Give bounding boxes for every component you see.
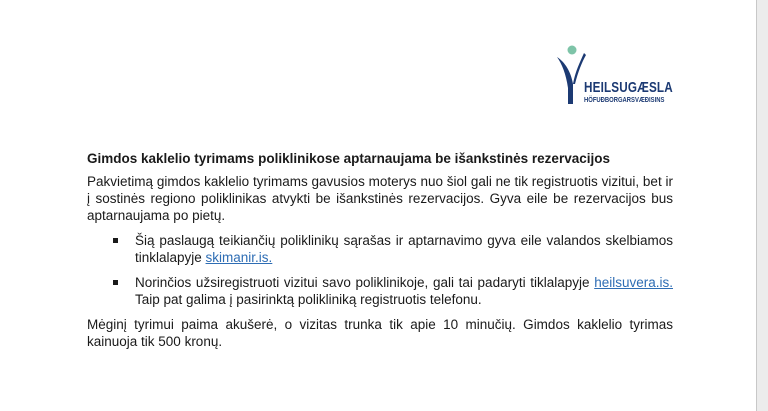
bullet-icon: [113, 280, 118, 285]
intro-paragraph: Pakvietimą gimdos kaklelio tyrimams gavusios moterys nuo šiol gali ne tik registruotis vizitui, bet ir į sostinės regiono poliklinikas atvykti be išankstinės rezervacijos. Gyva eile be rezervacijos bus aptarnaujama po pietų.: [87, 174, 673, 223]
bullet-text: Šią paslaugą teikiančių poliklinikų sąrašas ir aptarnavimo gyva eile valandos skelbiamos tinklalapyje: [135, 233, 673, 265]
logo-name: HEILSUGÆSLA: [584, 79, 673, 96]
list-item: [87, 232, 673, 266]
bullet-text-after: Taip pat galima į pasirinktą polikliniką registruotis telefonu.: [135, 292, 482, 307]
article-heading: Gimdos kaklelio tyrimams poliklinikose aptarnaujama be išankstinės rezervacijos: [87, 151, 610, 166]
heilsuvera-link[interactable]: heilsuvera.is.: [594, 275, 673, 290]
bullet-list: [87, 232, 673, 308]
heilsugaesla-logo: [553, 44, 693, 114]
closing-paragraph: Mėginį tyrimui paima akušerė, o vizitas trunka tik apie 10 minučių. Gimdos kaklelio tyrimas kainuoja tik 500 kronų.: [87, 317, 673, 349]
bullet-icon: [113, 238, 118, 243]
article: [87, 150, 673, 350]
skimanir-link[interactable]: skimanir.is.: [205, 250, 273, 265]
list-item: [87, 274, 673, 308]
bullet-text: Norinčios užsiregistruoti vizitui savo poliklinikoje, gali tai padaryti tiklalapyje: [135, 275, 595, 290]
logo-subtitle: HÖFUÐBORGARSVÆÐISINS: [584, 97, 665, 104]
